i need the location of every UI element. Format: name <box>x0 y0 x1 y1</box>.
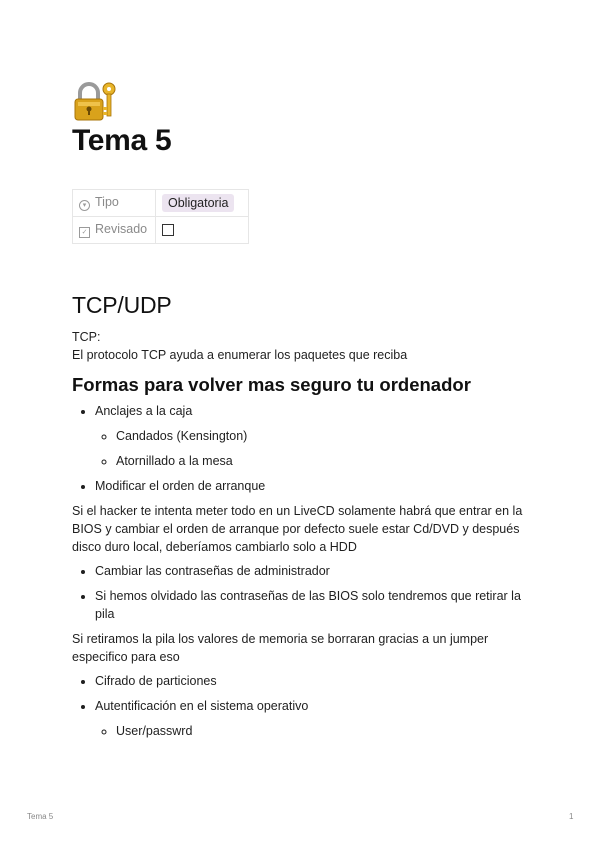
sub-list <box>95 427 527 470</box>
paragraph: Si el hacker te intenta meter todo en un LiveCD solamente habrá que entrar en la BIOS y cambiar el orden de arranque por defecto suele estar Cd/DVD y después disco duro local, deberíamos cambiarlo solo a HDD <box>72 504 523 554</box>
list-item: ◦ Atornillado a la mesa <box>116 452 527 470</box>
property-value[interactable] <box>156 217 249 244</box>
footer-title: Tema 5 <box>27 812 54 821</box>
paragraph: Si retiramos la pila los valores de memoria se borraran gracias a un jumper especifico para eso <box>72 632 489 664</box>
lock-with-key-icon <box>72 80 118 122</box>
list-item: • Cifrado de particiones <box>95 672 527 690</box>
list-item: ◦ User/passwrd <box>116 722 527 740</box>
bullet-list <box>72 402 527 495</box>
property-row <box>73 217 249 244</box>
sub-list <box>95 722 527 740</box>
list-item: • Cambiar las contraseñas de administrador <box>95 562 527 580</box>
property-row <box>73 190 249 217</box>
list-item: • Anclajes a la caja ◦ Candados (Kensington) ◦ Atornillado a la mesa <box>95 402 527 470</box>
document-body <box>72 290 527 747</box>
heading-2: Formas para volver mas seguro tu ordenador <box>72 374 471 395</box>
property-key: ▾ Tipo <box>73 190 156 217</box>
page-title: Tema 5 <box>72 124 172 157</box>
revisado-checkbox[interactable] <box>162 224 174 236</box>
property-value[interactable] <box>156 190 249 217</box>
tipo-tag[interactable]: Obligatoria <box>162 194 234 212</box>
page-number: 1 <box>569 812 574 821</box>
bullet-list <box>72 672 527 740</box>
properties-table <box>72 189 249 244</box>
list-item: • Autentificación en el sistema operativo ◦ User/passwrd <box>95 697 527 740</box>
list-item: • Modificar el orden de arranque <box>95 477 527 495</box>
checkbox-icon: ✓ <box>79 227 90 238</box>
select-icon: ▾ <box>79 200 90 211</box>
list-item: ◦ Candados (Kensington) <box>116 427 527 445</box>
heading-1: TCP/UDP <box>72 292 172 318</box>
property-key: ✓ Revisado <box>73 217 156 244</box>
paragraph: El protocolo TCP ayuda a enumerar los paquetes que reciba <box>72 348 408 362</box>
list-item: • Si hemos olvidado las contraseñas de las BIOS solo tendremos que retirar la pila <box>95 587 527 623</box>
paragraph: TCP: <box>72 330 101 344</box>
bullet-list <box>72 562 527 623</box>
